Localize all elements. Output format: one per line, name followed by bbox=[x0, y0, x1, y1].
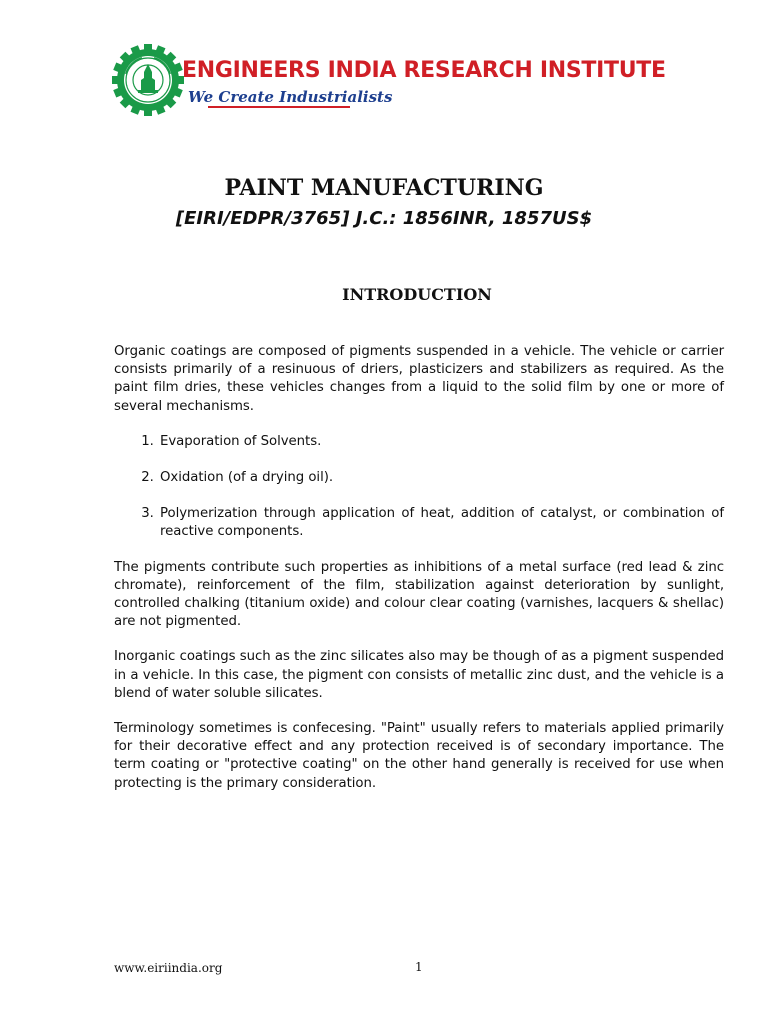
paragraph: Organic coatings are composed of pigments suspended in a vehicle. The vehicle or carrier consists primarily of a resinuous of driers, plasticizers and stabilizers as required. As the paint film dries, these vehicles changes from a liquid to the solid film by one or more of several mechanisms. bbox=[114, 344, 724, 414]
organization-name: ENGINEERS INDIA RESEARCH INSTITUTE bbox=[182, 58, 666, 83]
gear-seal-icon bbox=[112, 44, 184, 116]
section-heading: INTRODUCTION bbox=[342, 285, 492, 304]
list-item: 1. Evaporation of Solvents. bbox=[158, 433, 724, 451]
list-item: 2. Oxidation (of a drying oil). bbox=[158, 469, 724, 487]
paragraph: Terminology sometimes is confecesing. "Paint" usually refers to materials applied primarily for their decorative effect and any protection received is of secondary importance. The term coating or "protective coating" on the other hand generally is received for use when protecting is the primary consideration. bbox=[114, 721, 724, 791]
body-text bbox=[114, 343, 724, 810]
page-number: 1 bbox=[415, 960, 423, 974]
paragraph: The pigments contribute such properties as inhibitions of a metal surface (red lead & zinc chromate), reinforcement of the film, stabilization against deterioration by sunlight, controlled chalking (titanium oxide) and colour clear coating (varnishes, lacquers & shellac) are not pigmented. bbox=[114, 559, 724, 630]
document-title: PAINT MANUFACTURING bbox=[224, 175, 544, 201]
footer-url: www.eiriindia.org bbox=[114, 961, 223, 975]
mechanism-list bbox=[114, 433, 724, 542]
list-item: 3. Polymerization through application of heat, addition of catalyst, or combination of reactive components. bbox=[158, 505, 724, 541]
letterhead bbox=[112, 44, 666, 120]
tagline: We Create Industrialists bbox=[188, 88, 393, 106]
document-subtitle: [EIRI/EDPR/3765] J.C.: 1856INR, 1857US$ bbox=[175, 208, 593, 229]
paragraph: Inorganic coatings such as the zinc silicates also may be though of as a pigment suspended in a vehicle. In this case, the pigment con consists of metallic zinc dust, and the vehicle is a blend of water soluble silicates. bbox=[114, 649, 724, 701]
tagline-underline bbox=[208, 106, 350, 108]
